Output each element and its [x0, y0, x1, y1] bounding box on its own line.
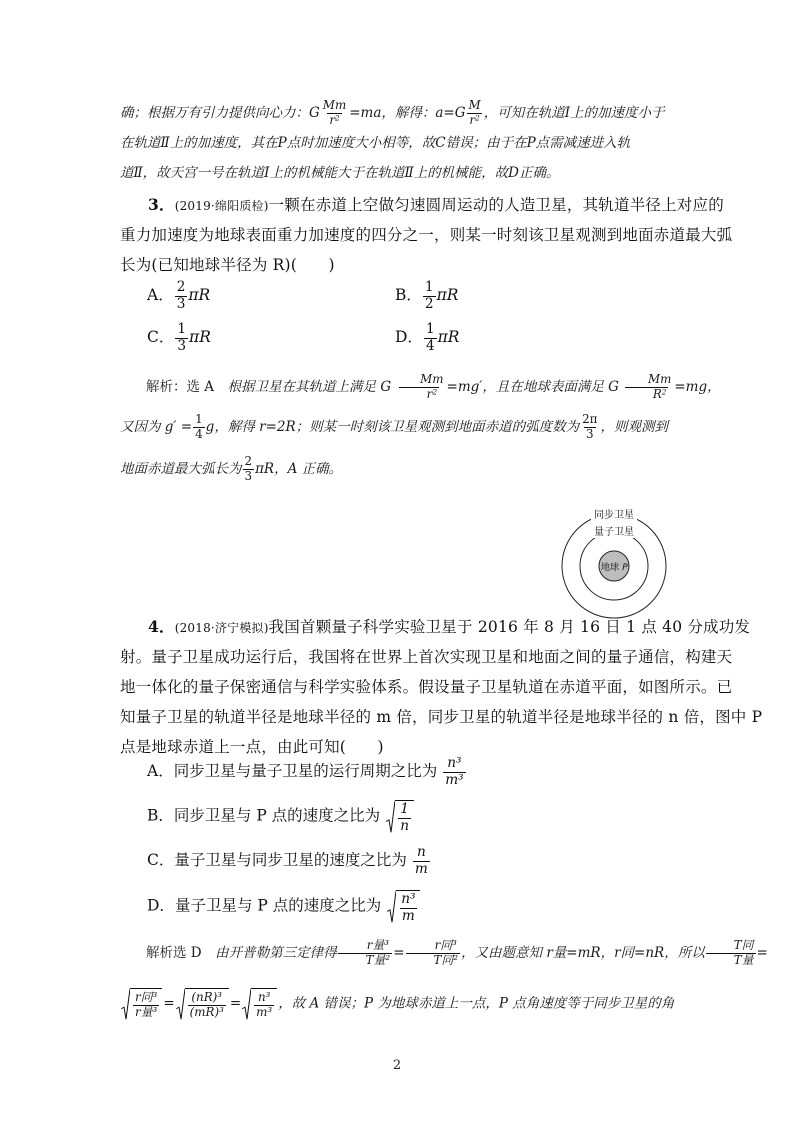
question-4-solution: 解析选 D 由开普勒第三定律得 $\frac{\text{r量³}}{\text{T量²}}$ = $\frac{\text{r同³}}{\text{T同²}}$ ，又由题意知 r量=mR，r同=nR，所以 $\frac{\text{T同}}{\text{T量}}$ = $\frac{\text{r同³}}{\text{r量³}}$ = $\frac{\text{(nR)³}}{\text{(mR)³}}$ = $\frac{\text{n³}}{\text{m³}}$ ，故 A 错误；P 为地球赤道上一点，P 点角速度等于同步卫星的角	[120, 938, 676, 1018]
question-3-stem: 3．(2019·绵阳质检)一颗在赤道上空做匀速圆周运动的人造卫星，其轨道半径上对应的 重力加速度为地球表面重力加速度的四分之一，则某一时刻该卫星观测到地面赤道最大弧 长为(已知地球半径为 R)( )	[120, 195, 733, 274]
q4-option-b: B．同步卫星与 P 点的速度之比为 $\frac{1}{n}$	[147, 800, 415, 833]
question-source: (2019·绵阳质检)	[174, 199, 269, 213]
q3-option-a: A． $\frac{2}{3}$ πR	[147, 278, 211, 312]
q4-option-c: C．量子卫星与同步卫星的速度之比为 $\frac{n}{m}$	[147, 843, 428, 877]
earth-label: 地球	[600, 563, 620, 573]
q3-option-c: C． $\frac{1}{3}$ πR	[147, 320, 211, 354]
sync-satellite-label: 同步卫星	[594, 510, 634, 521]
question-number: 3．	[148, 195, 175, 214]
prev-solution-line-2: 在轨道Ⅱ上的加速度，其在P点时加速度大小相等，故C错误；由于在P点需减速进入轨	[120, 135, 631, 151]
fraction: $\frac{Mm}{r^2}$	[322, 98, 347, 127]
q4-option-d: D．量子卫星与 P 点的速度之比为 $\frac{\text{n³}}{m}$	[147, 890, 421, 923]
q3-option-d: D． $\frac{1}{4}$ πR	[395, 320, 460, 354]
question-number: 4．	[148, 617, 175, 636]
question-source: (2018·济宁模拟)	[174, 621, 269, 635]
orbit-diagram	[548, 500, 688, 620]
question-3-solution: 解析：选 A 根据卫星在其轨道上满足 G $\frac{Mm}{r^2}$ =mg′，且在地球表面满足 G $\frac{Mm}{R^2}$ =mg， 又因为 g′ = $\frac{1}{4}$ g，解得 r=2R；则某一时刻该卫星观测到地面赤道的弧度数为 $\frac{2\pi}{3}$ ，则观测到 地面赤道最大弧长为 $\frac{2}{3}$ πR，A 正确。	[120, 372, 721, 483]
quantum-satellite-label: 量子卫星	[594, 527, 634, 538]
prev-solution-line-3: 道Ⅱ，故天宫一号在轨道Ⅰ上的机械能大于在轨道Ⅱ上的机械能，故D正确。	[120, 165, 560, 181]
q3-option-b: B． $\frac{1}{2}$ πR	[395, 278, 459, 312]
question-4-stem: 4．(2018·济宁模拟)我国首颗量子科学实验卫星于 2016 年 8 月 16 日 1 点 40 分成功发 射。量子卫星成功运行后，我国将在世界上首次实现卫星和地面之间的量子通信，构建天 地一体化的量子保密通信与科学实验体系。假设量子卫星轨道在赤道平面，如图所示。已 知量子卫星的轨道半径是地球半径的 m 倍，同步卫星的轨道半径是地球半径的 n 倍，图中 P 点是地球赤道上一点，由此可知( )	[120, 617, 763, 756]
fraction: $\frac{M}{r^2}$	[468, 98, 481, 127]
page-number: 2	[392, 1058, 402, 1073]
q4-option-a: A．同步卫星与量子卫星的运行周期之比为 $\frac{\text{n³}}{\text{m³}}$	[147, 754, 464, 788]
point-p-label: P	[622, 563, 628, 573]
prev-solution-text	[120, 98, 676, 188]
prev-solution-line-1: 确；根据万有引力提供向心力：G $\frac{Mm}{r^2}$ =ma，解得：a=G $\frac{M}{r^2}$ ，可知在轨道Ⅰ上的加速度小于	[120, 98, 665, 127]
